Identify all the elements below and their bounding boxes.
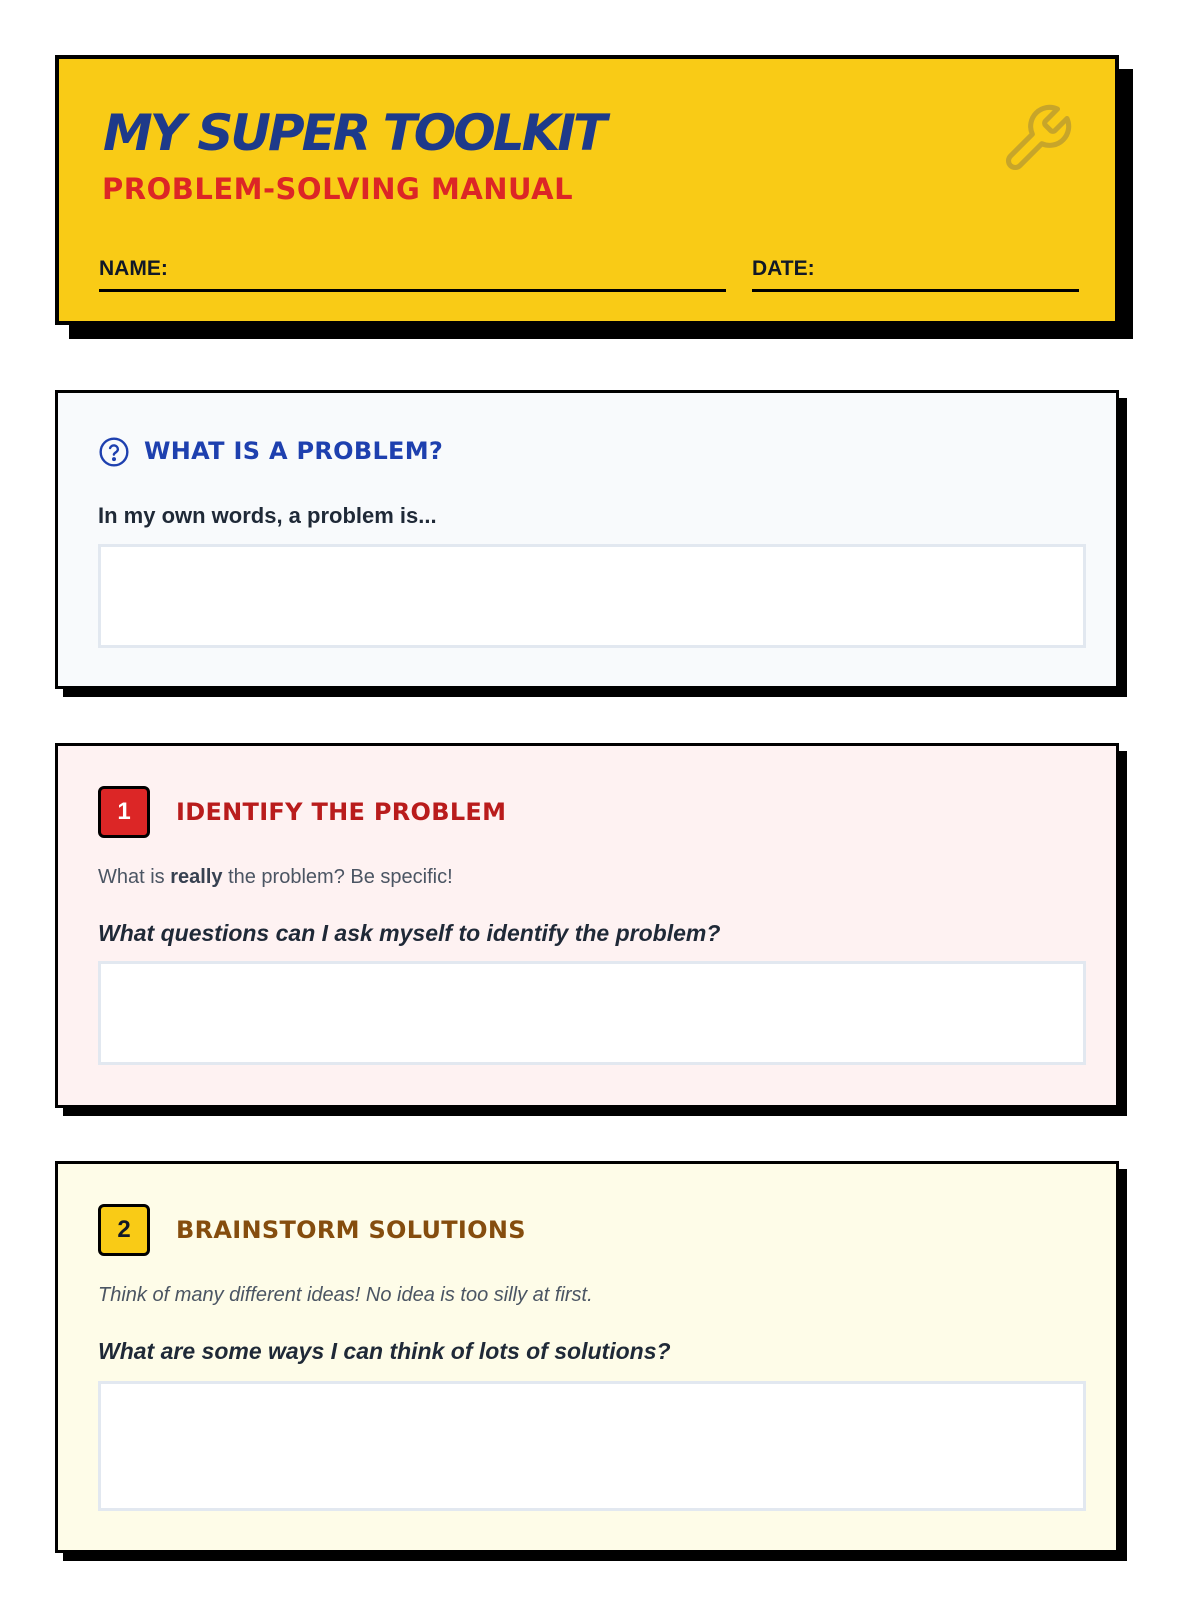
date-label: DATE: (752, 257, 815, 280)
step-1-card (55, 743, 1119, 1108)
date-field[interactable] (752, 254, 1079, 292)
step-1-question: What questions can I ask myself to identify the problem? (98, 920, 721, 946)
question-circle-icon (98, 436, 130, 468)
definition-card (55, 390, 1119, 689)
step-2-title: BRAINSTORM SOLUTIONS (176, 1216, 526, 1244)
header-banner (55, 55, 1119, 325)
step-1-answer-box[interactable] (98, 961, 1086, 1065)
definition-prompt: In my own words, a problem is... (98, 503, 437, 528)
name-field[interactable] (99, 254, 726, 292)
definition-answer-box[interactable] (98, 544, 1086, 648)
step-1-title: IDENTIFY THE PROBLEM (176, 798, 507, 826)
definition-title: WHAT IS A PROBLEM? (144, 437, 444, 465)
step-1-badge: 1 (98, 786, 150, 838)
page-title: MY SUPER TOOLKIT (103, 104, 605, 162)
name-label: NAME: (99, 257, 168, 280)
step-1-hint: What is really the problem? Be specific! (98, 866, 453, 888)
step-2-answer-box[interactable] (98, 1381, 1086, 1511)
step-2-question: What are some ways I can think of lots of solutions? (98, 1338, 671, 1364)
page-subtitle: PROBLEM-SOLVING MANUAL (102, 172, 574, 206)
step-2-badge: 2 (98, 1204, 150, 1256)
step-2-card (55, 1161, 1119, 1553)
wrench-icon (999, 101, 1075, 177)
step-2-hint: Think of many different ideas! No idea is too silly at first. (98, 1284, 593, 1306)
